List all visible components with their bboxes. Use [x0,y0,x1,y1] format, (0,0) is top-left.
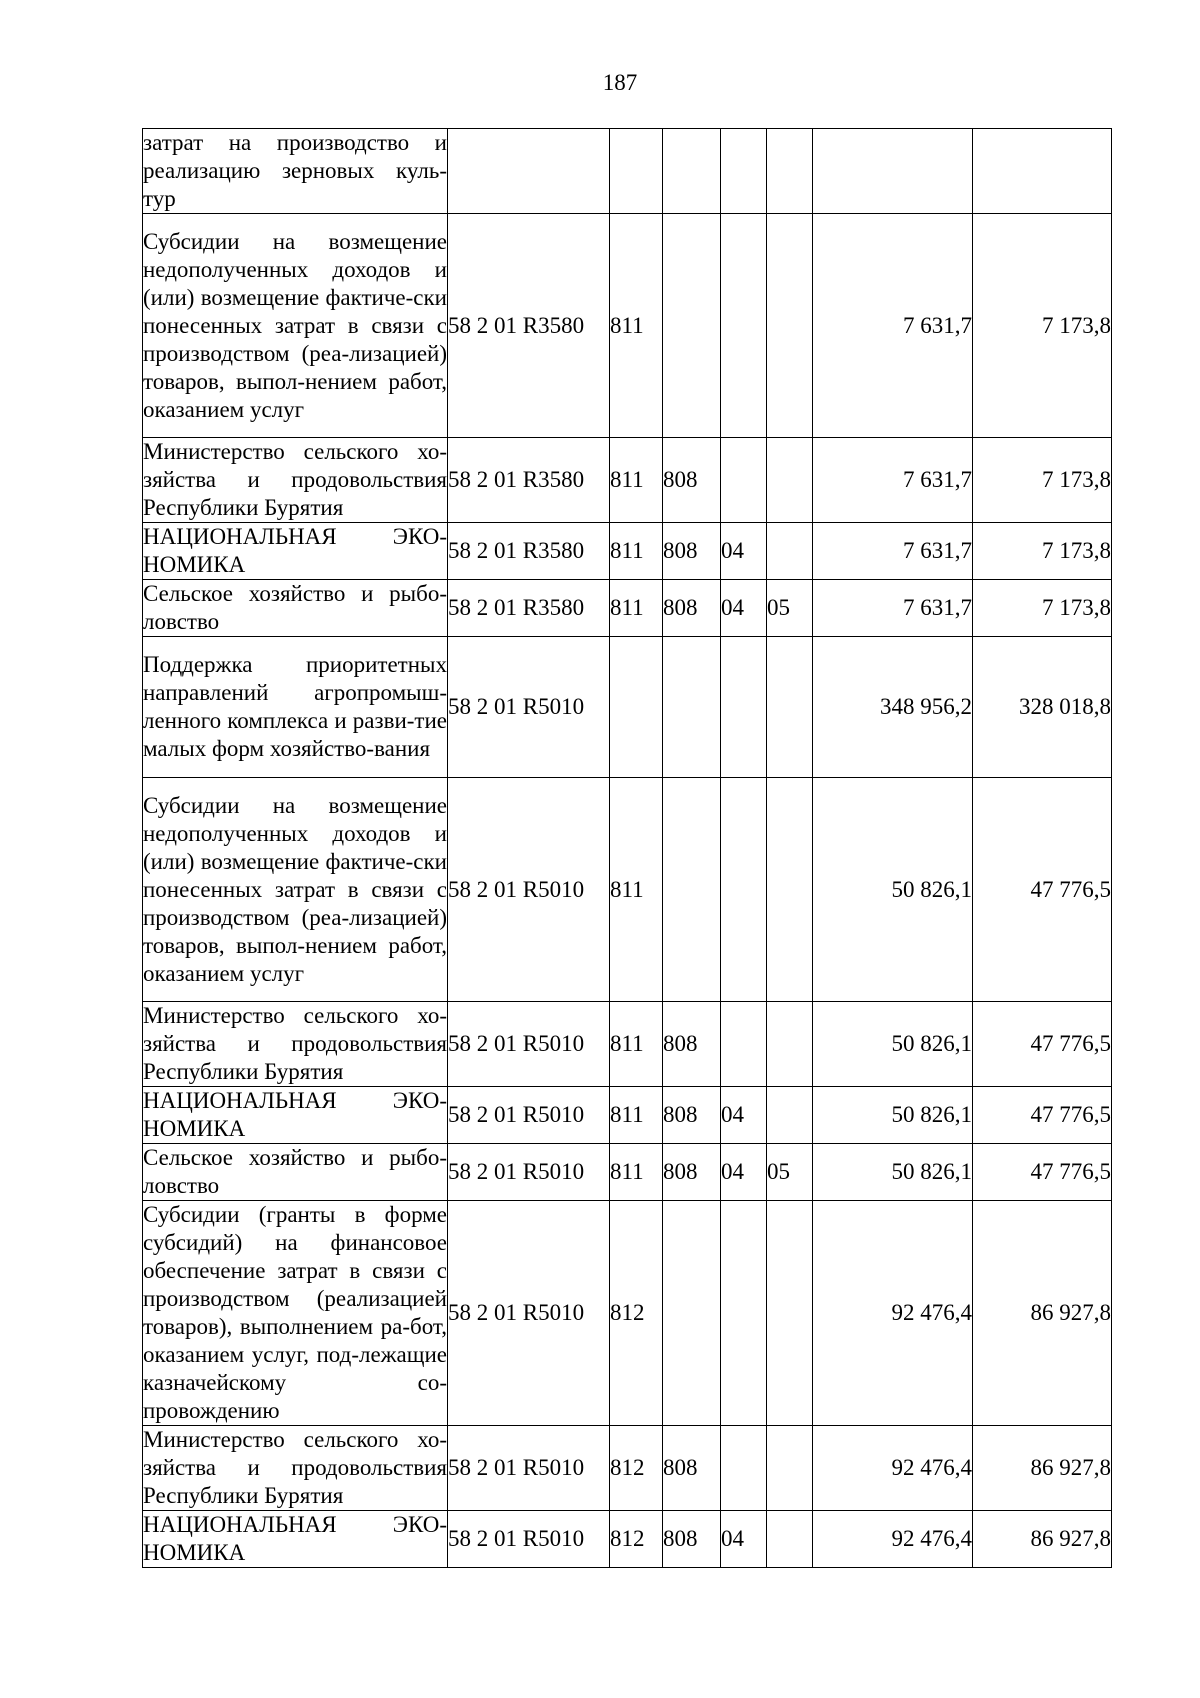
amount-year1-cell: 348 956,2 [813,637,973,778]
expense-type-cell: 811 [610,523,663,580]
section-cell [721,1426,767,1511]
target-code-cell: 58 2 01 R3580 [448,214,610,438]
table-row [143,1201,1112,1426]
ministry-code-cell [663,637,721,778]
amount-year1-cell: 50 826,1 [813,1144,973,1201]
row-name-cell: Сельское хозяйство и рыбо-ловство [143,580,448,637]
expense-type-cell: 811 [610,778,663,1002]
subsection-cell [767,1201,813,1426]
section-cell: 04 [721,1511,767,1568]
ministry-code-cell: 808 [663,1144,721,1201]
section-cell [721,637,767,778]
ministry-code-cell [663,214,721,438]
ministry-code-cell: 808 [663,438,721,523]
expense-type-cell: 811 [610,1087,663,1144]
amount-year2-cell: 47 776,5 [973,1087,1112,1144]
amount-year1-cell: 92 476,4 [813,1201,973,1426]
row-name-cell: Поддержка приоритетных направлений агропромыш-ленного комплекса и разви-тие малых форм хозяйство-вания [143,637,448,778]
section-cell [721,438,767,523]
expense-type-cell: 811 [610,214,663,438]
amount-year2-cell: 86 927,8 [973,1511,1112,1568]
expense-type-cell: 811 [610,1002,663,1087]
subsection-cell [767,1002,813,1087]
budget-table [142,128,1112,1568]
target-code-cell: 58 2 01 R3580 [448,438,610,523]
section-cell: 04 [721,580,767,637]
row-name-cell: Субсидии на возмещение недополученных доходов и (или) возмещение фактиче-ски понесенных затрат в связи с производством (реа-лизацией) товаров, выпол-нением работ, оказанием услуг [143,778,448,1002]
amount-year1-cell: 50 826,1 [813,1002,973,1087]
target-code-cell: 58 2 01 R5010 [448,1002,610,1087]
amount-year2-cell: 7 173,8 [973,523,1112,580]
amount-year2-cell: 86 927,8 [973,1426,1112,1511]
table-row [143,438,1112,523]
target-code-cell: 58 2 01 R3580 [448,580,610,637]
amount-year2-cell: 7 173,8 [973,214,1112,438]
row-name-cell: Министерство сельского хо-зяйства и продовольствия Республики Бурятия [143,438,448,523]
target-code-cell: 58 2 01 R5010 [448,1201,610,1426]
section-cell [721,1002,767,1087]
expense-type-cell: 811 [610,438,663,523]
ministry-code-cell [663,778,721,1002]
amount-year1-cell: 7 631,7 [813,523,973,580]
target-code-cell: 58 2 01 R5010 [448,1511,610,1568]
amount-year1-cell: 7 631,7 [813,214,973,438]
amount-year1-cell: 7 631,7 [813,438,973,523]
amount-year1-cell [813,129,973,214]
table-row [143,523,1112,580]
section-cell [721,1201,767,1426]
target-code-cell [448,129,610,214]
subsection-cell [767,129,813,214]
section-cell [721,214,767,438]
table-row [143,1144,1112,1201]
expense-type-cell: 812 [610,1201,663,1426]
table-row [143,1087,1112,1144]
ministry-code-cell: 808 [663,1002,721,1087]
expense-type-cell: 812 [610,1511,663,1568]
subsection-cell: 05 [767,580,813,637]
subsection-cell [767,1426,813,1511]
ministry-code-cell: 808 [663,1511,721,1568]
subsection-cell: 05 [767,1144,813,1201]
table-row [143,129,1112,214]
row-name-cell: Сельское хозяйство и рыбо-ловство [143,1144,448,1201]
subsection-cell [767,637,813,778]
table-body [143,129,1112,1568]
amount-year1-cell: 7 631,7 [813,580,973,637]
subsection-cell [767,438,813,523]
expense-type-cell: 811 [610,580,663,637]
table-row [143,637,1112,778]
target-code-cell: 58 2 01 R5010 [448,1426,610,1511]
target-code-cell: 58 2 01 R5010 [448,1087,610,1144]
section-cell [721,778,767,1002]
target-code-cell: 58 2 01 R5010 [448,637,610,778]
subsection-cell [767,214,813,438]
table-row [143,1426,1112,1511]
subsection-cell [767,1087,813,1144]
amount-year1-cell: 50 826,1 [813,1087,973,1144]
ministry-code-cell: 808 [663,1426,721,1511]
row-name-cell: Министерство сельского хо-зяйства и продовольствия Республики Бурятия [143,1426,448,1511]
row-name-cell: Субсидии на возмещение недополученных доходов и (или) возмещение фактиче-ски понесенных затрат в связи с производством (реа-лизацией) товаров, выпол-нением работ, оказанием услуг [143,214,448,438]
target-code-cell: 58 2 01 R3580 [448,523,610,580]
expense-type-cell [610,637,663,778]
amount-year1-cell: 92 476,4 [813,1511,973,1568]
amount-year2-cell: 86 927,8 [973,1201,1112,1426]
amount-year2-cell: 47 776,5 [973,1002,1112,1087]
page-number: 187 [602,70,638,95]
expense-type-cell: 811 [610,1144,663,1201]
table-row [143,1511,1112,1568]
amount-year2-cell: 328 018,8 [973,637,1112,778]
section-cell [721,129,767,214]
ministry-code-cell: 808 [663,1087,721,1144]
table-row [143,1002,1112,1087]
ministry-code-cell: 808 [663,523,721,580]
amount-year2-cell: 47 776,5 [973,1144,1112,1201]
ministry-code-cell: 808 [663,580,721,637]
row-name-cell: НАЦИОНАЛЬНАЯ ЭКО-НОМИКА [143,1511,448,1568]
expense-type-cell [610,129,663,214]
table-row [143,214,1112,438]
target-code-cell: 58 2 01 R5010 [448,1144,610,1201]
ministry-code-cell [663,1201,721,1426]
expense-type-cell: 812 [610,1426,663,1511]
target-code-cell: 58 2 01 R5010 [448,778,610,1002]
row-name-cell: НАЦИОНАЛЬНАЯ ЭКО-НОМИКА [143,523,448,580]
table-row [143,778,1112,1002]
row-name-cell: НАЦИОНАЛЬНАЯ ЭКО-НОМИКА [143,1087,448,1144]
table-row [143,580,1112,637]
amount-year1-cell: 50 826,1 [813,778,973,1002]
row-name-cell: затрат на производство и реализацию зерновых куль-тур [143,129,448,214]
amount-year1-cell: 92 476,4 [813,1426,973,1511]
section-cell: 04 [721,523,767,580]
ministry-code-cell [663,129,721,214]
amount-year2-cell: 7 173,8 [973,438,1112,523]
row-name-cell: Субсидии (гранты в форме субсидий) на финансовое обеспечение затрат в связи с производством (реализацией товаров), выполнением ра-бот, оказанием услуг, под-лежащие казначейскому со-провождению [143,1201,448,1426]
amount-year2-cell [973,129,1112,214]
row-name-cell: Министерство сельского хо-зяйства и продовольствия Республики Бурятия [143,1002,448,1087]
subsection-cell [767,523,813,580]
subsection-cell [767,778,813,1002]
section-cell: 04 [721,1087,767,1144]
section-cell: 04 [721,1144,767,1201]
amount-year2-cell: 47 776,5 [973,778,1112,1002]
subsection-cell [767,1511,813,1568]
amount-year2-cell: 7 173,8 [973,580,1112,637]
